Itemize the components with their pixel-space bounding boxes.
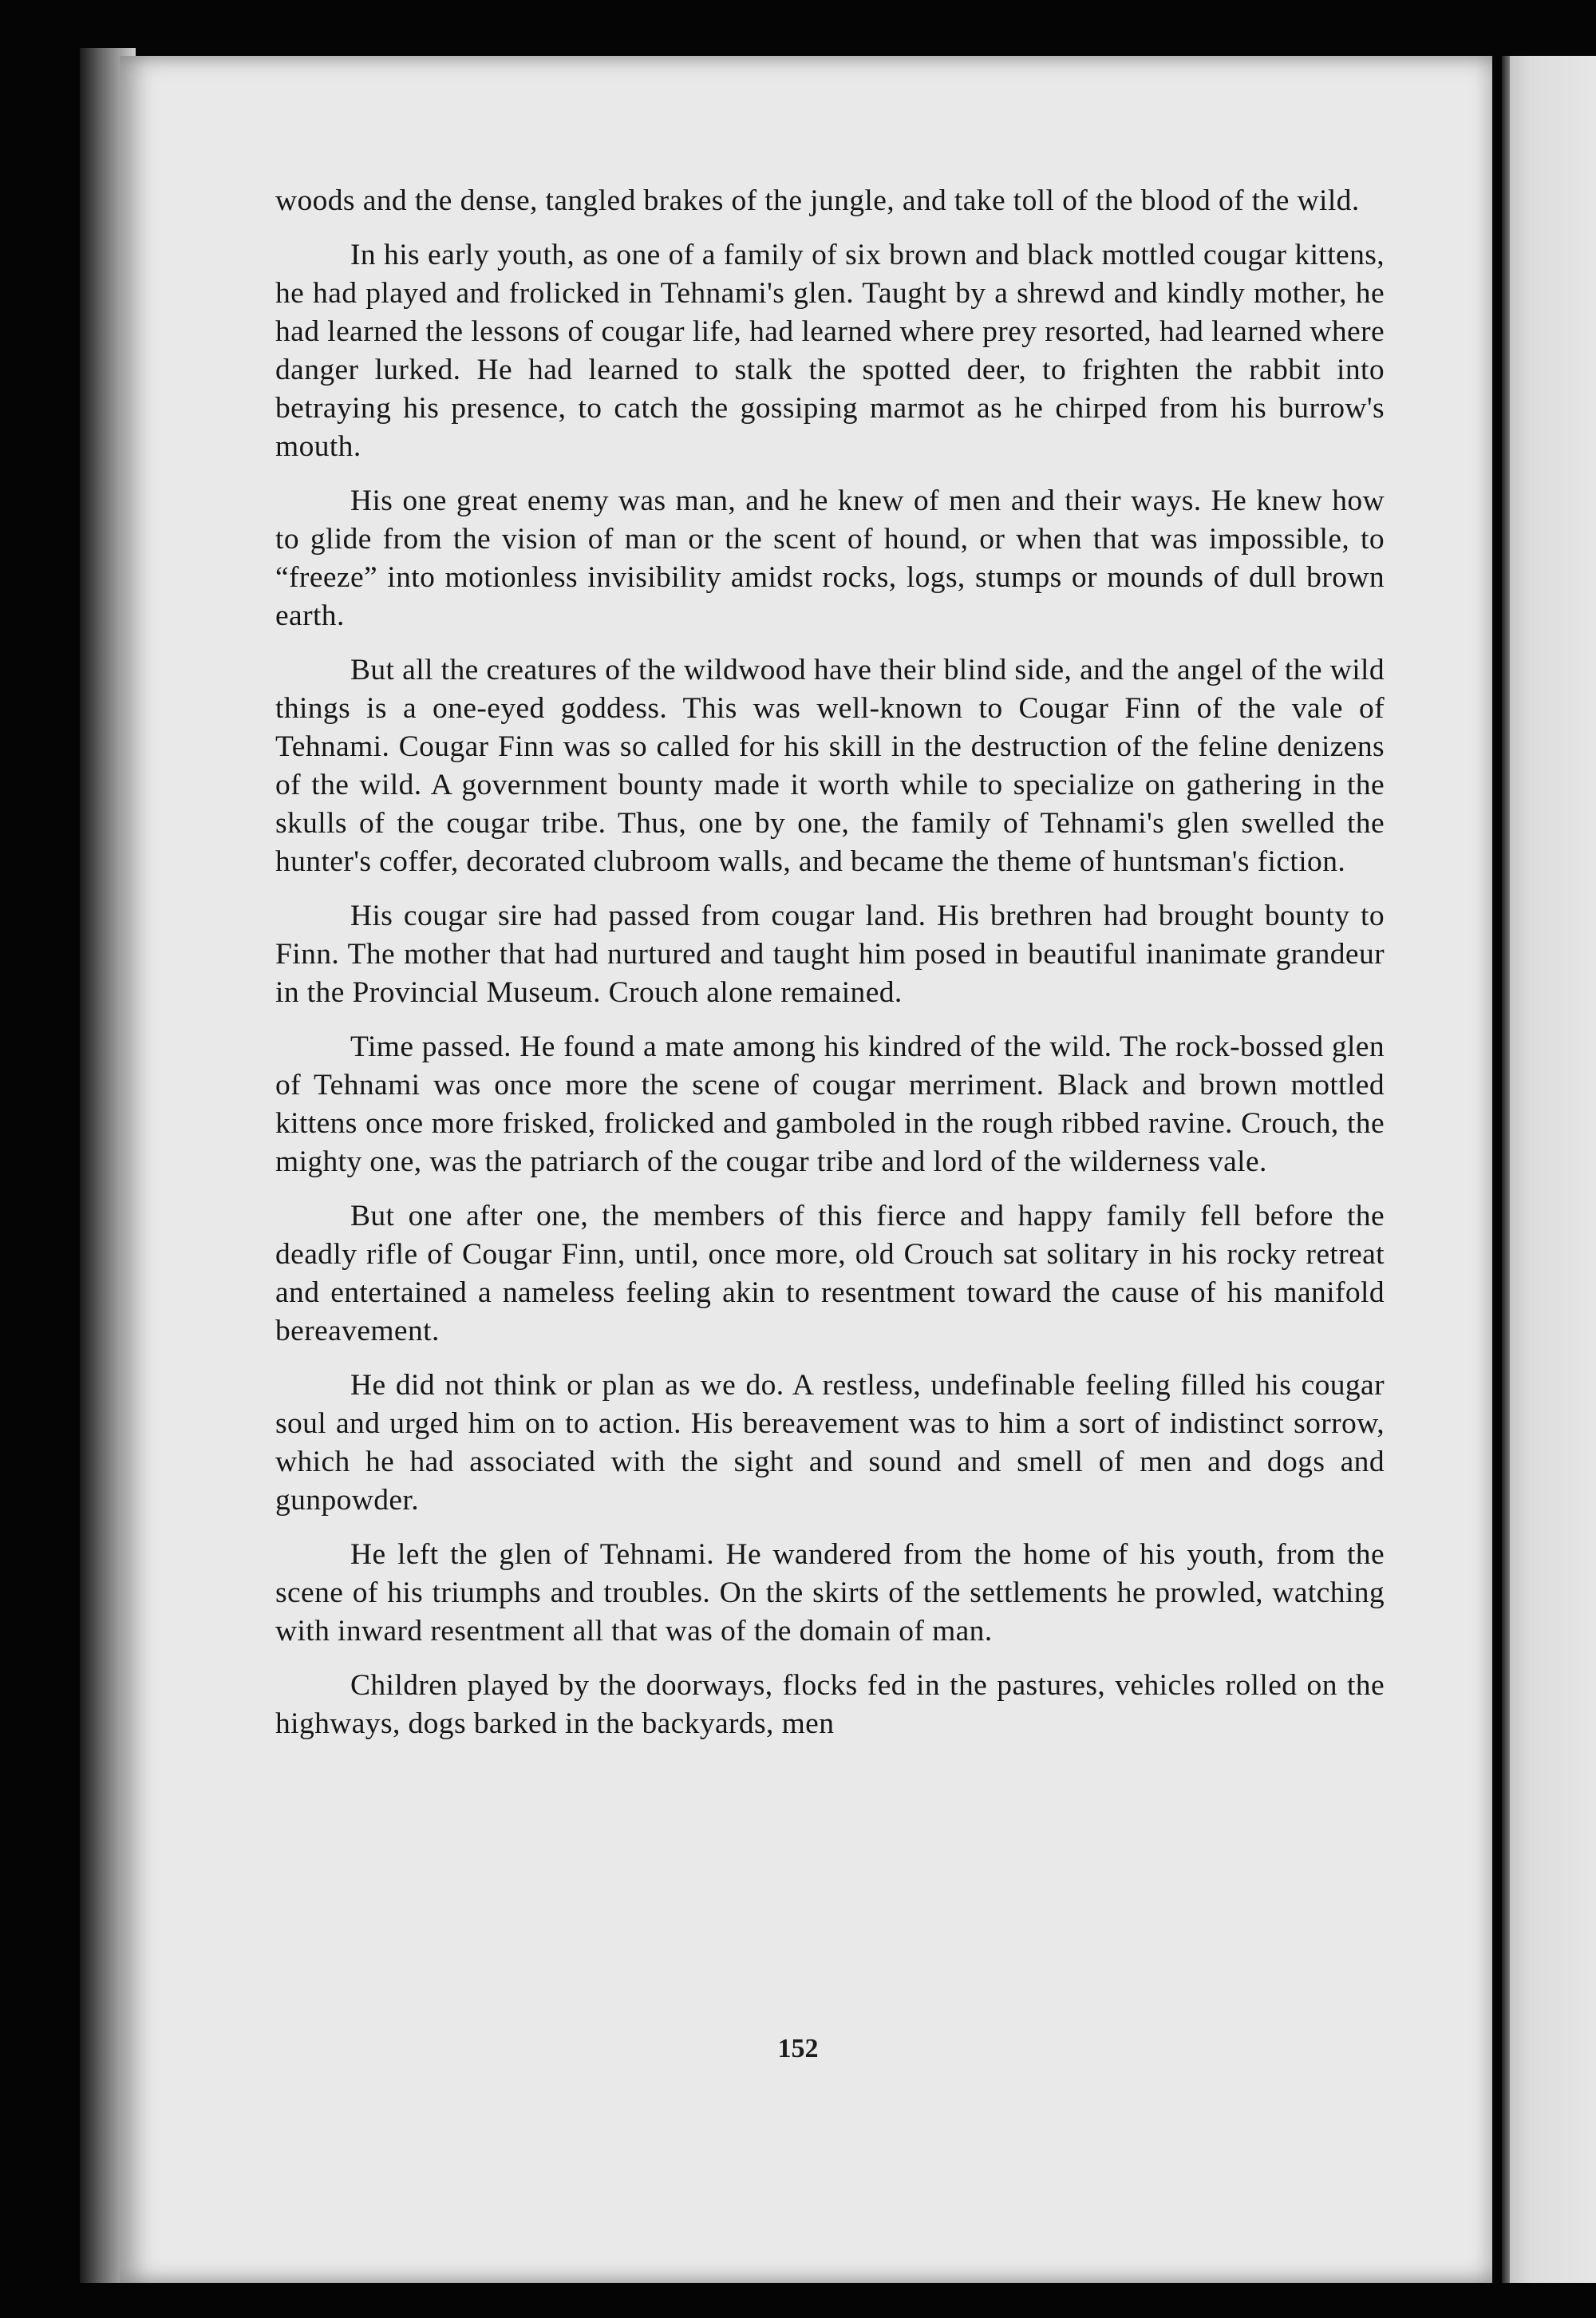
paragraph: In his early youth, as one of a family of six brown and black mottled cougar kittens, he had played and frolicked in Tehnami's glen. Taught by a shrewd and kindly mother, he had learned the lessons of cougar life, had learned where prey resorted, had learned where danger lurked. He had learned to stalk the spotted deer, to frighten the rabbit into betraying his presence, to catch the gossiping marmot as he chirped from his burrow's mouth.	[275, 239, 1385, 463]
paragraph: His cougar sire had passed from cougar land. His brethren had brought bounty to Finn. The mother that had nurtured and taught him posed in beautiful inanimate grandeur in the Provincial Museum. Crouch alone remained.	[275, 900, 1385, 1009]
paragraph: Children played by the doorways, flocks fed in the pastures, vehicles rolled on the highways, dogs barked in the backyards, men	[275, 1669, 1385, 1740]
paragraph: He left the glen of Tehnami. He wandered from the home of his youth, from the scene of his triumphs and troubles. On the skirts of the settlements he prowled, watching with inward resentment all that was of the domain of man.	[275, 1538, 1385, 1648]
page-number: 152	[777, 2034, 819, 2063]
page-gutter	[1502, 56, 1510, 2283]
paragraph: But all the creatures of the wildwood have their blind side, and the angel of the wild things is a one-eyed goddess. This was well-known to Cougar Finn of the vale of Tehnami. Cougar Finn was so called for his skill in the destruction of the feline denizens of the wild. A government bounty made it worth while to specialize on gathering in the skulls of the cougar tribe. Thus, one by one, the family of Tehnami's glen swelled the hunter's coffer, decorated clubroom walls, and became the theme of huntsman's fiction.	[275, 654, 1385, 878]
facing-page-edge	[1502, 56, 1596, 2283]
paragraph: He did not think or plan as we do. A restless, undefinable feeling filled his cougar soul and urged him on to action. His bereavement was to him a sort of indistinct sorrow, which he had associated with the sight and sound and smell of men and dogs and gunpowder.	[275, 1369, 1385, 1517]
body-text	[275, 182, 1385, 1759]
paragraph: But one after one, the members of this fierce and happy family fell before the deadly rifle of Cougar Finn, until, once more, old Crouch sat solitary in his rocky retreat and entertained a nameless feeling akin to resentment toward the cause of his manifold bereavement.	[275, 1200, 1385, 1347]
paragraph: Time passed. He found a mate among his kindred of the wild. The rock-bossed glen of Tehnami was once more the scene of cougar merriment. Black and brown mottled kittens once more frisked, frolicked and gamboled in the rough ribbed ravine. Crouch, the mighty one, was the patriarch of the cougar tribe and lord of the wilderness vale.	[275, 1030, 1385, 1178]
paragraph: His one great enemy was man, and he knew of men and their ways. He knew how to glide from the vision of man or the scent of hound, or when that was impossible, to “freeze” into motionless invisibility amidst rocks, logs, stumps or mounds of dull brown earth.	[275, 485, 1385, 632]
paragraph-continuation: woods and the dense, tangled brakes of the jungle, and take toll of the blood of the wild.	[275, 184, 1360, 217]
